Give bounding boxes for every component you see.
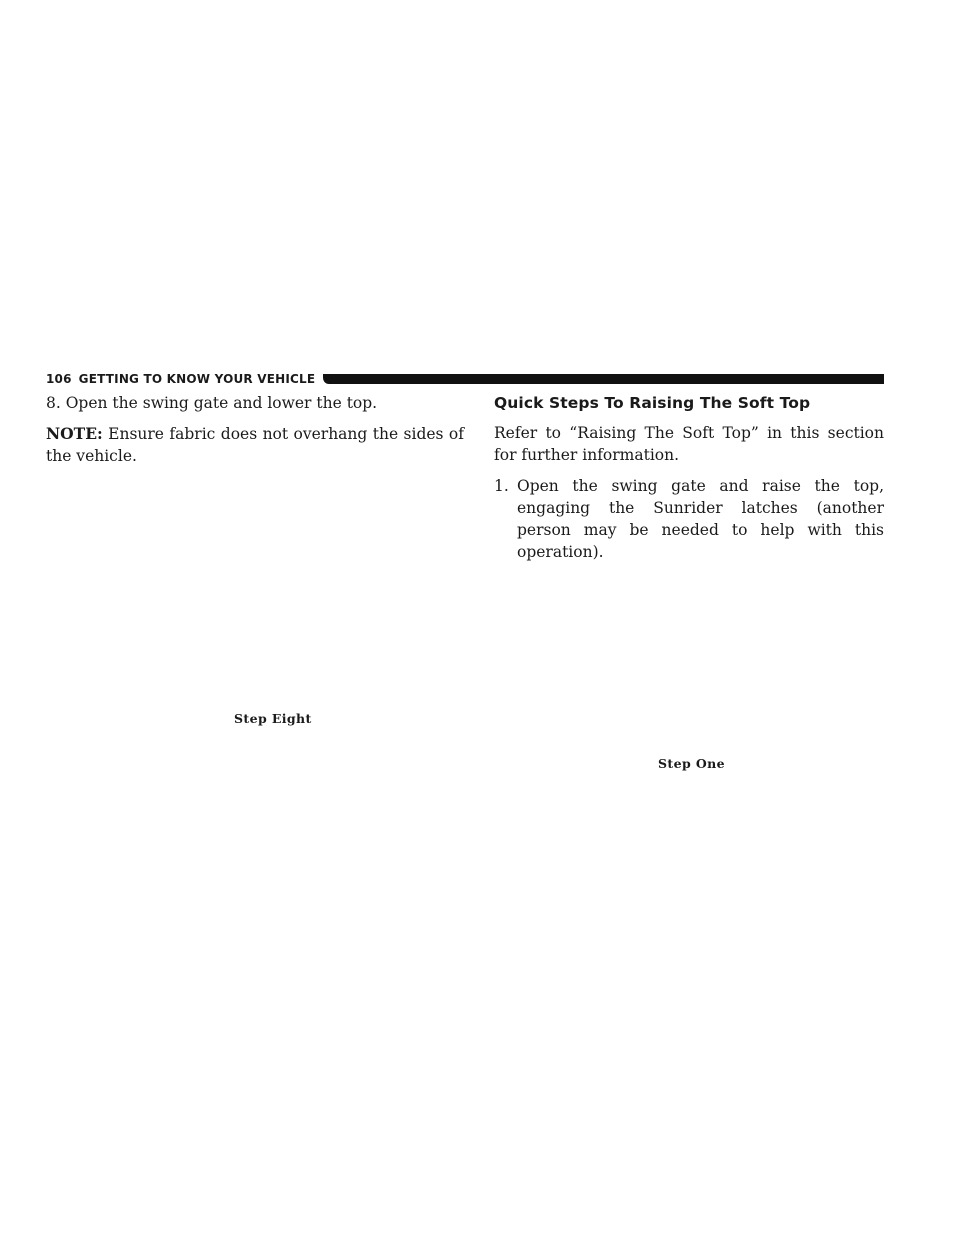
page-number: 106	[46, 372, 72, 386]
note-label: NOTE:	[46, 424, 103, 443]
list-number: 1.	[494, 477, 509, 495]
figure-caption-step-eight: Step Eight	[234, 711, 312, 726]
step-eight-text: 8. Open the swing gate and lower the top.	[46, 394, 378, 412]
right-column	[494, 392, 884, 563]
page-header	[46, 371, 884, 387]
header-rule	[323, 374, 884, 384]
section-heading: Quick Steps To Raising The Soft Top	[494, 394, 811, 412]
section-title: GETTING TO KNOW YOUR VEHICLE	[78, 372, 316, 386]
list-item-step-one	[494, 475, 884, 563]
list-text: Open the swing gate and raise the top, engaging the Sunrider latches (another person may be needed to help with this operation).	[517, 477, 884, 561]
left-column	[46, 392, 464, 476]
note-paragraph	[46, 423, 464, 467]
intro-paragraph: Refer to “Raising The Soft Top” in this section for further information.	[494, 424, 884, 464]
figure-caption-step-one: Step One	[658, 756, 725, 771]
note-text: Ensure fabric does not overhang the sides of the vehicle.	[46, 425, 464, 465]
